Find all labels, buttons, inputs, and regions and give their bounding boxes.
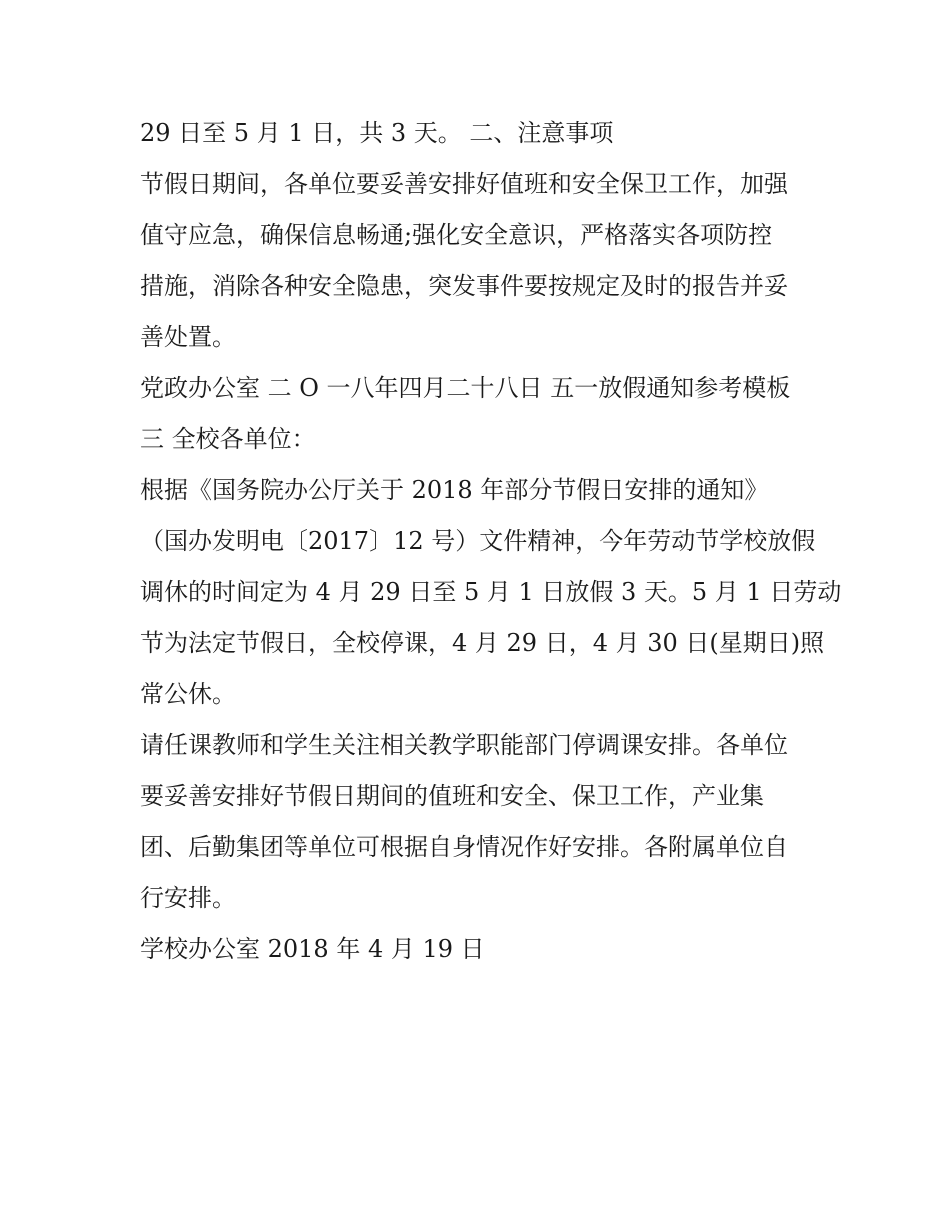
paragraph-signature-party-office [140,363,820,414]
text-line: 根据《国务院办公厅关于 2018 年部分节假日安排的通知》 [140,476,769,504]
text-line: 请任课教师和学生关注相关教学职能部门停调课安排。各单位 [140,731,788,759]
document-body [140,108,842,975]
text-line: 节为法定节假日，全校停课，4 月 29 日，4 月 30 日(星期日)照 [140,629,825,657]
text-line: 党政办公室 二 O 一八年四月二十八日 五一放假通知参考模板 [140,374,791,402]
text-line: 行安排。 [140,884,236,912]
text-line: 29 日至 5 月 1 日，共 3 天。 二、注意事项 [140,119,614,147]
paragraph-signature-school-office [140,924,820,975]
paragraph-notice-basis [140,465,842,720]
paragraph-date-range [140,108,820,159]
text-line: 团、后勤集团等单位可根据自身情况作好安排。各附属单位自 [140,833,788,861]
text-line: 常公休。 [140,680,236,708]
text-line: 善处置。 [140,323,236,351]
paragraph-holiday-duty [140,159,820,363]
text-line: 措施，消除各种安全隐患，突发事件要按规定及时的报告并妥 [140,272,788,300]
text-line: 节假日期间，各单位要妥善安排好值班和安全保卫工作，加强 [140,170,788,198]
text-line: （国办发明电〔2017〕12 号）文件精神，今年劳动节学校放假 [140,527,816,555]
text-line: 三 全校各单位： [140,425,316,453]
text-line: 学校办公室 2018 年 4 月 19 日 [140,935,485,963]
text-line: 要妥善安排好节假日期间的值班和安全、保卫工作，产业集 [140,782,764,810]
paragraph-salutation [140,414,820,465]
text-line: 调休的时间定为 4 月 29 日至 5 月 1 日放假 3 天。5 月 1 日劳动 [140,578,842,606]
text-line: 值守应急，确保信息畅通;强化安全意识，严格落实各项防控 [140,221,773,249]
paragraph-arrangements [140,720,820,924]
